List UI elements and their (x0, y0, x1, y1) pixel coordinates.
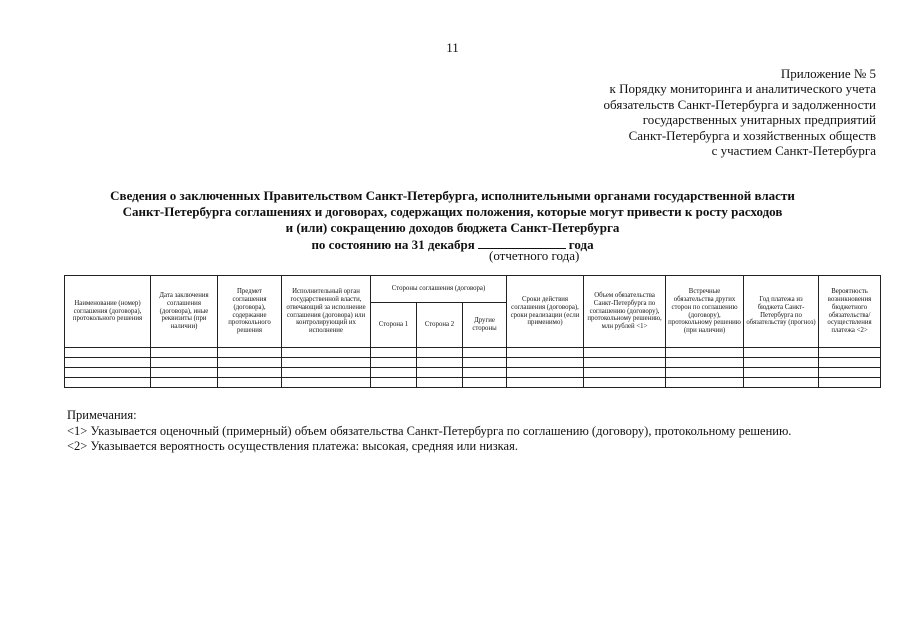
table-row (65, 358, 881, 368)
agreements-table (64, 275, 881, 388)
table-cell (507, 348, 584, 358)
table-cell (584, 348, 666, 358)
appendix-header (546, 66, 876, 158)
header-party-2: Сторона 2 (417, 303, 463, 348)
notes-heading: Примечания: (67, 408, 137, 422)
table-cell (463, 378, 507, 388)
title-line: Сведения о заключенных Правительством Санкт-Петербурга, исполнительными органами государственной власти (110, 188, 795, 203)
table-cell (151, 348, 218, 358)
table-cell (819, 368, 881, 378)
title-line: Санкт-Петербурга соглашениях и договорах, содержащих положения, которые могут привести к росту расходов (122, 204, 783, 219)
table-cell (371, 368, 417, 378)
table-cell (666, 358, 744, 368)
table-cell (371, 348, 417, 358)
appendix-line: Санкт-Петербурга и хозяйственных обществ (628, 127, 876, 143)
header-subject: Предмет соглашения (договора), содержание протокольного решения (218, 276, 282, 348)
header-party-1: Сторона 1 (371, 303, 417, 348)
table-cell (463, 358, 507, 368)
appendix-line: государственных унитарных предприятий (642, 112, 876, 128)
title-date-prefix: по состоянию на 31 декабря (311, 237, 475, 252)
table-cell (65, 368, 151, 378)
title-date-line (0, 236, 905, 253)
header-agreement-name: Наименование (номер) соглашения (договора), протокольного решения (65, 276, 151, 348)
table-cell (507, 378, 584, 388)
table-cell (282, 358, 371, 368)
table-cell (666, 378, 744, 388)
table-body (65, 348, 881, 388)
table-cell (744, 368, 819, 378)
table-cell (584, 358, 666, 368)
table-cell (584, 368, 666, 378)
period-note: (отчетного года) (489, 248, 580, 263)
table-cell (584, 378, 666, 388)
header-probability: Вероятность возникновения бюджетного обязательства/ осуществления платежа <2> (819, 276, 881, 348)
table-cell (218, 358, 282, 368)
page-number: 11 (446, 40, 459, 55)
table-cell (218, 378, 282, 388)
table-cell (507, 368, 584, 378)
header-parties-group: Стороны соглашения (договора) (371, 276, 507, 303)
header-obligation-volume: Объем обязательства Санкт-Петербурга по соглашению (договору), протокольному решению, млн рублей <1> (584, 276, 666, 348)
table-cell (417, 358, 463, 368)
notes-section (67, 408, 791, 455)
appendix-line: к Порядку мониторинга и аналитического учета (609, 81, 876, 97)
table-cell (218, 348, 282, 358)
footnote-1: <1> Указывается оценочный (примерный) объем обязательства Санкт-Петербурга по соглашению (договору), протокольному решению. (67, 423, 792, 438)
header-other-parties: Другие стороны (463, 303, 507, 348)
appendix-line: Приложение № 5 (780, 66, 876, 81)
header-executive-body: Исполнительный орган государственной власти, отвечающий за исполнение соглашения (договора) или контролирующий их исполнение (282, 276, 371, 348)
header-counter-obligations: Встречные обязательства других сторон по соглашению (договору), протокольному решению (при наличии) (666, 276, 744, 348)
table-cell (371, 358, 417, 368)
title-line: и (или) сокращению доходов бюджета Санкт-Петербурга (285, 220, 620, 235)
appendix-line: с участием Санкт-Петербурга (711, 143, 876, 159)
table-cell (151, 358, 218, 368)
title-date-suffix: года (568, 237, 594, 252)
appendix-line: обязательств Санкт-Петербурга и задолженности (603, 96, 876, 112)
header-payment-year: Год платежа из бюджета Санкт-Петербурга по обязательству (прогноз) (744, 276, 819, 348)
header-term: Сроки действия соглашения (договора), сроки реализации (если применимо) (507, 276, 584, 348)
table-cell (218, 368, 282, 378)
table-cell (417, 348, 463, 358)
table-row (65, 348, 881, 358)
table-cell (65, 358, 151, 368)
table-row (65, 378, 881, 388)
table-cell (65, 378, 151, 388)
table-cell (744, 378, 819, 388)
table-cell (819, 358, 881, 368)
table-cell (417, 378, 463, 388)
table-cell (819, 348, 881, 358)
table-cell (65, 348, 151, 358)
table-cell (744, 358, 819, 368)
table-cell (417, 368, 463, 378)
table-cell (151, 368, 218, 378)
table-cell (282, 348, 371, 358)
table-cell (666, 368, 744, 378)
footnote-2: <2> Указывается вероятность осуществления платежа: высокая, средняя или низкая. (67, 439, 518, 453)
table-cell (463, 368, 507, 378)
table-cell (371, 378, 417, 388)
header-date: Дата заключения соглашения (договора), иные реквизиты (при наличии) (151, 276, 218, 348)
table-cell (463, 348, 507, 358)
document-title (0, 188, 905, 253)
table-cell (151, 378, 218, 388)
table-cell (282, 378, 371, 388)
table-cell (819, 378, 881, 388)
table-cell (744, 348, 819, 358)
table-cell (507, 358, 584, 368)
table-cell (282, 368, 371, 378)
table-cell (666, 348, 744, 358)
table-row (65, 368, 881, 378)
